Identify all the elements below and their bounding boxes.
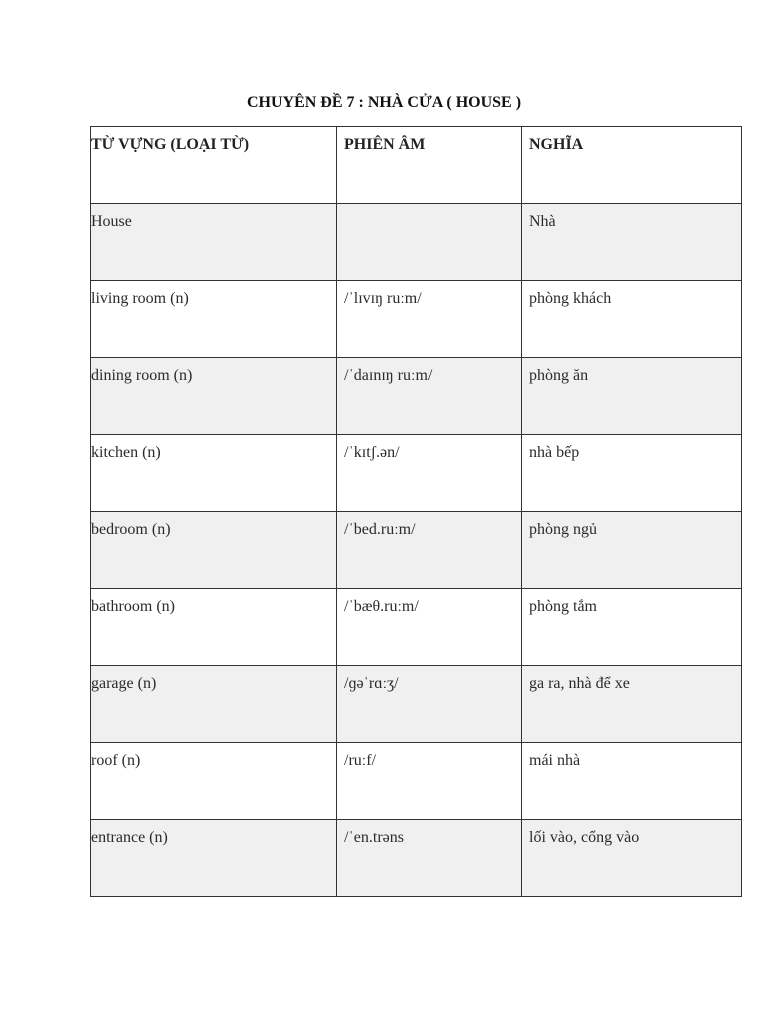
meaning-cell: phòng tắm — [522, 589, 742, 666]
table-row — [91, 820, 742, 897]
table-row — [91, 666, 742, 743]
table-row — [91, 204, 742, 281]
meaning-cell: phòng khách — [522, 281, 742, 358]
word-cell: House — [91, 204, 337, 281]
meaning-cell: phòng ngủ — [522, 512, 742, 589]
page-title: CHUYÊN ĐỀ 7 : NHÀ CỬA ( HOUSE ) — [246, 94, 522, 111]
table-header-row — [91, 127, 742, 204]
pronunciation-cell: /ˈlɪvɪŋ ruːm/ — [337, 281, 522, 358]
column-header-word: TỪ VỰNG (LOẠI TỪ) — [91, 127, 337, 204]
word-cell: bathroom (n) — [91, 589, 337, 666]
meaning-cell: nhà bếp — [522, 435, 742, 512]
word-cell: entrance (n) — [91, 820, 337, 897]
pronunciation-cell: /ˈen.trəns — [337, 820, 522, 897]
word-cell: living room (n) — [91, 281, 337, 358]
word-cell: kitchen (n) — [91, 435, 337, 512]
pronunciation-cell — [337, 204, 522, 281]
table-row — [91, 589, 742, 666]
pronunciation-cell: /ruːf/ — [337, 743, 522, 820]
meaning-cell: Nhà — [522, 204, 742, 281]
column-header-pronunciation: PHIÊN ÂM — [337, 127, 522, 204]
word-cell: dining room (n) — [91, 358, 337, 435]
table-row — [91, 281, 742, 358]
column-header-meaning: NGHĨA — [522, 127, 742, 204]
meaning-cell: ga ra, nhà để xe — [522, 666, 742, 743]
table-row — [91, 435, 742, 512]
pronunciation-cell: /ˈbed.ruːm/ — [337, 512, 522, 589]
word-cell: garage (n) — [91, 666, 337, 743]
meaning-cell: mái nhà — [522, 743, 742, 820]
table-row — [91, 358, 742, 435]
pronunciation-cell: /ˈkɪtʃ.ən/ — [337, 435, 522, 512]
table-row — [91, 512, 742, 589]
meaning-cell: phòng ăn — [522, 358, 742, 435]
pronunciation-cell: /ˈdaɪnɪŋ ruːm/ — [337, 358, 522, 435]
vocabulary-table — [90, 126, 742, 897]
word-cell: bedroom (n) — [91, 512, 337, 589]
pronunciation-cell: /ˈbæθ.ruːm/ — [337, 589, 522, 666]
meaning-cell: lối vào, cổng vào — [522, 820, 742, 897]
table-row — [91, 743, 742, 820]
pronunciation-cell: /ɡəˈrɑːʒ/ — [337, 666, 522, 743]
word-cell: roof (n) — [91, 743, 337, 820]
